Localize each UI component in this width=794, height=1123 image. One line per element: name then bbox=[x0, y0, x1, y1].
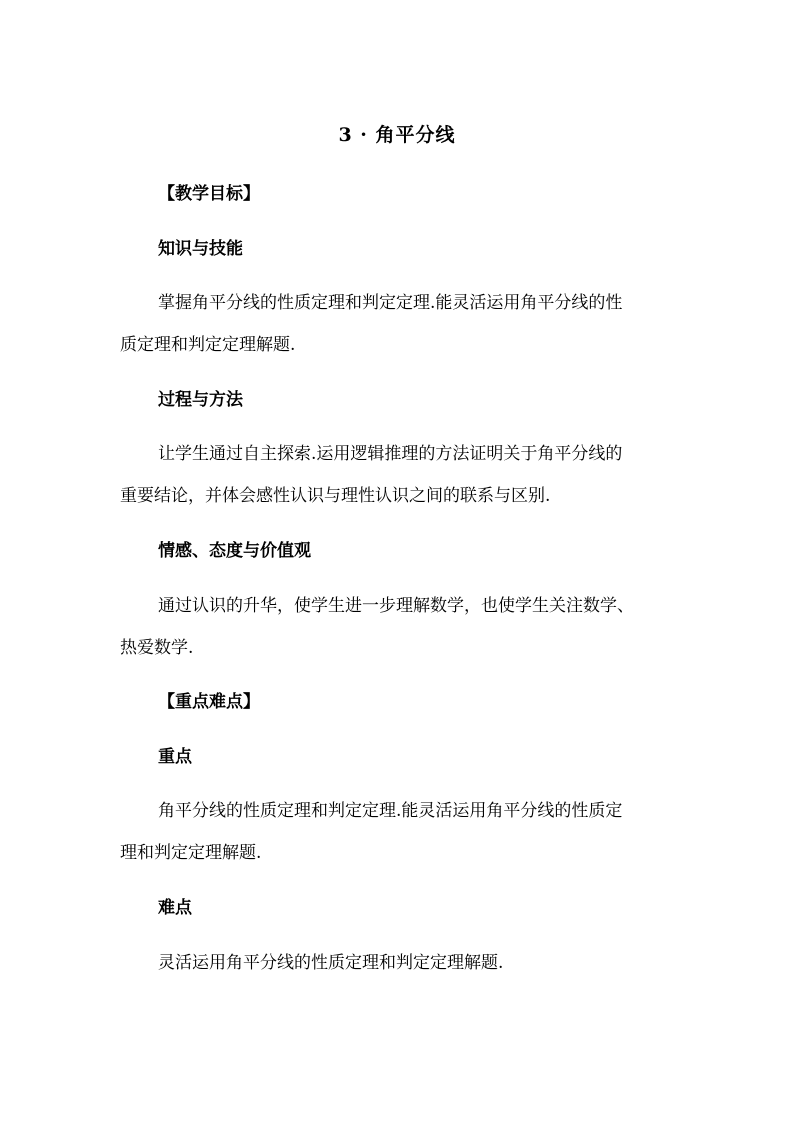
page-title: 3 · 角平分线 bbox=[338, 124, 456, 146]
emotion-values-heading: 情感、态度与价值观 bbox=[158, 541, 311, 561]
knowledge-text-line-1: 掌握角平分线的性质定理和判定定理.能灵活运用角平分线的性 bbox=[158, 293, 623, 313]
emotion-text-line-2: 热爱数学. bbox=[120, 638, 194, 658]
knowledge-skills-heading: 知识与技能 bbox=[158, 239, 243, 259]
process-methods-heading: 过程与方法 bbox=[158, 390, 243, 410]
difficulty-text-line-1: 灵活运用角平分线的性质定理和判定定理解题. bbox=[158, 953, 504, 973]
emotion-text-line-1: 通过认识的升华，使学生进一步理解数学，也使学生关注数学、 bbox=[158, 596, 634, 616]
keypoints-heading: 【重点难点】 bbox=[158, 692, 260, 712]
process-text-line-2: 重要结论，并体会感性认识与理性认识之间的联系与区别. bbox=[120, 486, 551, 506]
objectives-heading: 【教学目标】 bbox=[158, 184, 260, 204]
key-point-heading: 重点 bbox=[158, 747, 192, 767]
process-text-line-1: 让学生通过自主探索.运用逻辑推理的方法证明关于角平分线的 bbox=[158, 444, 623, 464]
knowledge-text-line-2: 质定理和判定定理解题. bbox=[120, 335, 296, 355]
key-point-text-line-2: 理和判定定理解题. bbox=[120, 843, 262, 863]
key-point-text-line-1: 角平分线的性质定理和判定定理.能灵活运用角平分线的性质定 bbox=[158, 801, 623, 821]
difficulty-heading: 难点 bbox=[158, 898, 192, 918]
